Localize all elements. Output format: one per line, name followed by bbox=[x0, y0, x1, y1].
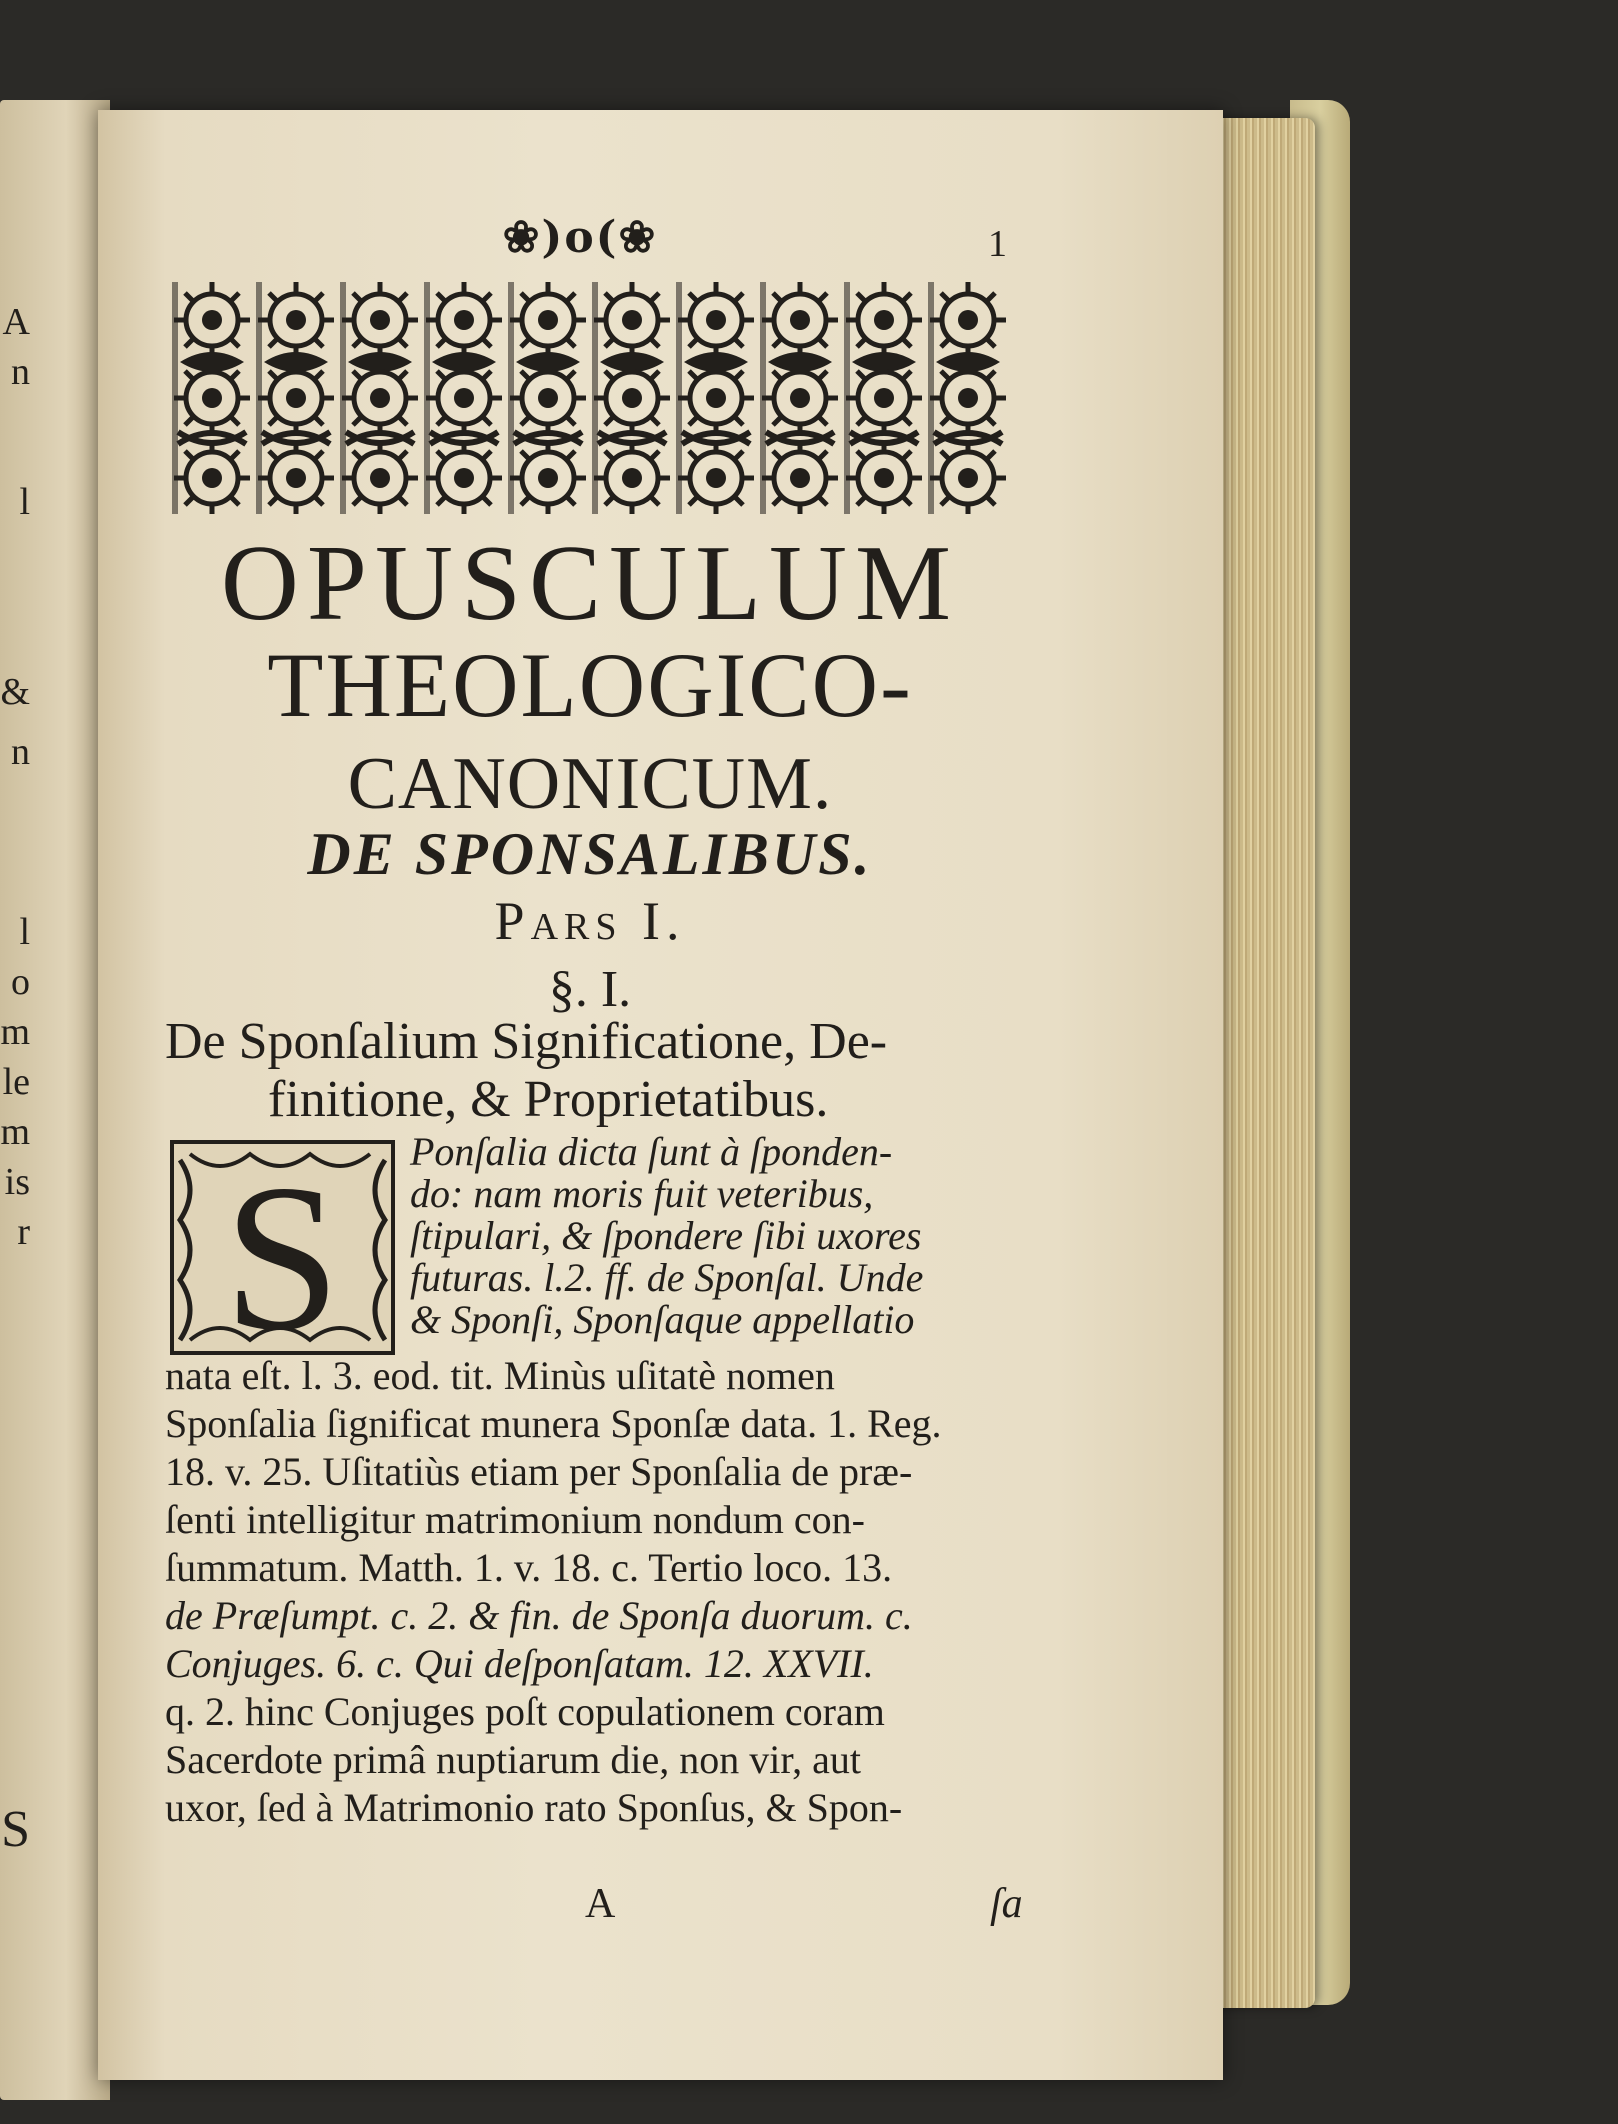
text-line: de Præſumpt. c. 2. & fin. de Sponſa duorum. c. bbox=[165, 1593, 913, 1638]
dropcap-letter: S bbox=[223, 1142, 341, 1355]
text-line: 18. v. 25. Uſitatiùs etiam per Sponſalia de præ- bbox=[165, 1449, 913, 1494]
left-page-fragment: l bbox=[19, 481, 30, 523]
left-page-fragment: le bbox=[2, 1061, 30, 1103]
left-page-fragment: A bbox=[2, 301, 30, 343]
running-head: ❀)o(❀ bbox=[502, 212, 658, 263]
left-page-fragment: r bbox=[17, 1211, 30, 1253]
left-page-fragment: o bbox=[11, 961, 30, 1003]
title-line-4: DE SPONSALIBUS. bbox=[307, 821, 873, 887]
chapter-heading-line-2: finitione, & Proprietatibus. bbox=[268, 1071, 829, 1128]
text-line: do: nam moris fuit veteribus, bbox=[410, 1171, 874, 1216]
left-page-fragment: m bbox=[0, 1011, 30, 1053]
text-line: ſummatum. Matth. 1. v. 18. c. Tertio loco. 13. bbox=[165, 1545, 893, 1590]
text-line: futuras. l.2. ff. de Sponſal. Unde bbox=[410, 1255, 924, 1300]
catchword: ſa bbox=[990, 1881, 1023, 1927]
text-line: ſtipulari, & ſpondere ſibi uxores bbox=[410, 1213, 922, 1258]
title-line-1: OPUSCULUM bbox=[220, 524, 960, 643]
text-line: Sacerdote primâ nuptiarum die, non vir, aut bbox=[165, 1737, 861, 1782]
text-line: q. 2. hinc Conjuges poſt copulationem coram bbox=[165, 1689, 885, 1734]
title-line-3: CANONICUM. bbox=[347, 743, 833, 825]
text-line: nata eſt. l. 3. eod. tit. Minùs uſitatè nomen bbox=[165, 1353, 835, 1398]
floral-ornament-band bbox=[170, 282, 1010, 514]
text-line: uxor, ſed à Matrimonio rato Sponſus, & Spon- bbox=[165, 1785, 903, 1830]
text-line: Conjuges. 6. c. Qui deſponſatam. 12. XXVII. bbox=[165, 1641, 874, 1686]
decorated-dropcap bbox=[170, 1140, 395, 1355]
left-page-fragment: l bbox=[19, 911, 30, 953]
text-line: & Sponſi, Sponſaque appellatio bbox=[410, 1297, 915, 1342]
text-line: Ponſalia dicta ſunt à ſponden- bbox=[410, 1129, 893, 1174]
text-line: Sponſalia ſignificat munera Sponſæ data. 1. Reg. bbox=[165, 1401, 942, 1446]
left-page-fragment: & bbox=[0, 671, 30, 713]
left-page-fragment: n bbox=[11, 351, 30, 393]
left-page-edge bbox=[0, 100, 110, 2100]
left-page-fragment: m bbox=[0, 1111, 30, 1153]
left-page-fragment: S bbox=[1, 1801, 30, 1858]
chapter-heading-line-1: De Sponſalium Significatione, De- bbox=[165, 1013, 888, 1070]
page-number: 1 bbox=[988, 223, 1007, 265]
part-heading: Pars I. bbox=[494, 891, 686, 951]
left-page-fragment: is bbox=[4, 1161, 30, 1203]
section-heading: §. I. bbox=[548, 961, 632, 1018]
title-line-2: THEOLOGICO- bbox=[267, 634, 913, 736]
text-line: ſenti intelligitur matrimonium nondum con- bbox=[165, 1497, 865, 1542]
signature-mark: A bbox=[585, 1881, 616, 1927]
left-page-fragment: n bbox=[11, 731, 30, 773]
